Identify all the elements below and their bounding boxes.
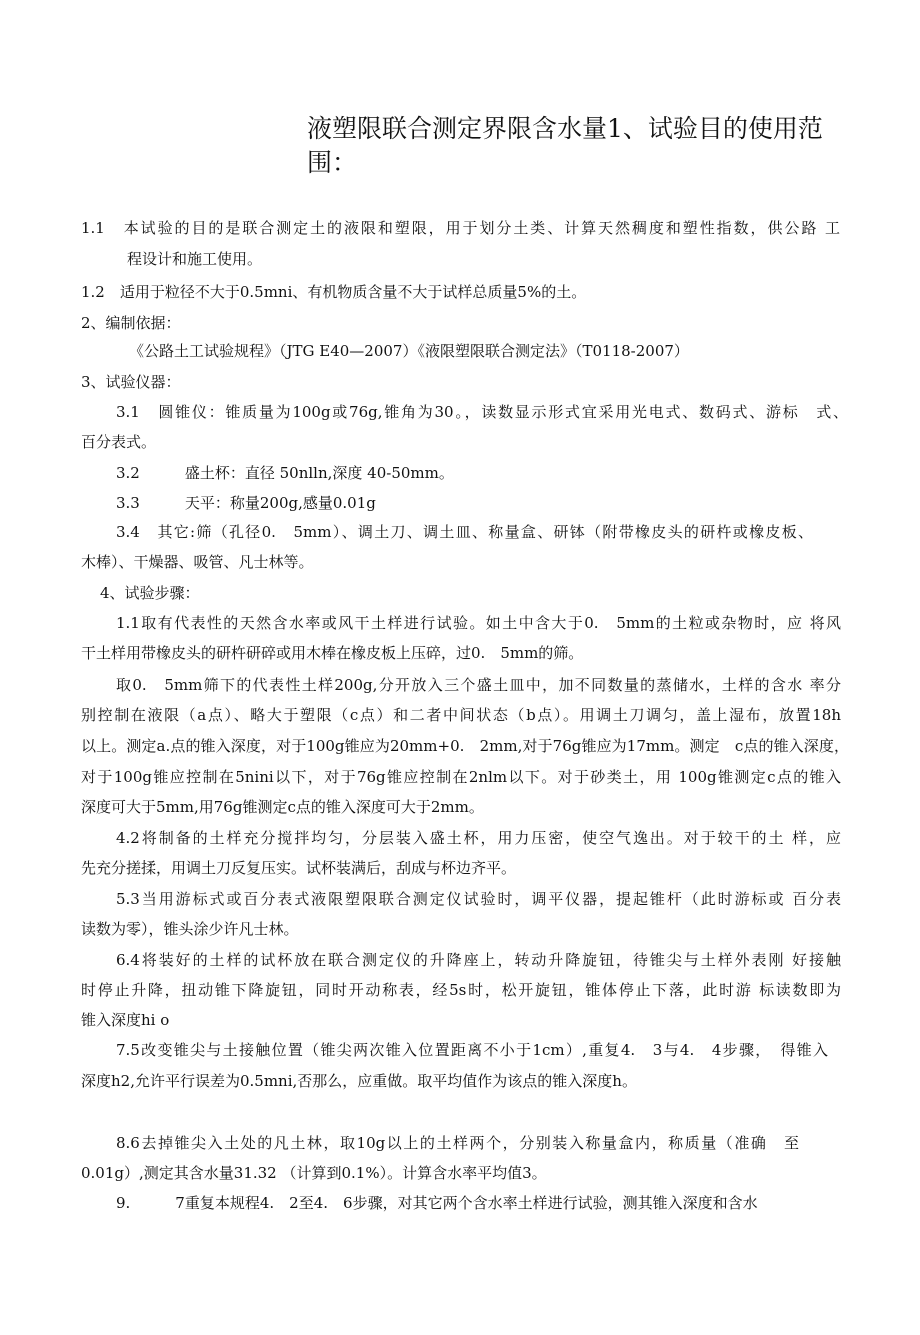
text-line: 2、编制依据：	[81, 314, 181, 332]
text-line: 深度可大于5mm,用76g锥测定c点的锥入深度可大于2mm。	[81, 798, 484, 816]
text-line: 对于100g锥应控制在5nini以下，对于76g锥应控制在2nlm以下。对于砂类土，用 100g锥测定c点的锥入	[81, 768, 841, 786]
text-line: 1.1 本试验的目的是联合测定土的液限和塑限，用于划分土类、计算天然稠度和塑性指数，供公路 工	[81, 219, 840, 237]
text-line: 木棒）、干燥器、吸管、凡士林等。	[81, 553, 314, 571]
text-line: 8.6去掉锥尖入土处的凡土林，取10g以上的土样两个，分别装入称量盒内，称质量（准确 至	[116, 1134, 799, 1152]
text-line: 1.2 适用于粒径不大于0.5mni、有机物质含量不大于试样总质量5%的土。	[81, 283, 587, 301]
text-line: 取0. 5mm筛下的代表性土样200g,分开放入三个盛土皿中，加不同数量的蒸储水，土样的含水 率分	[116, 676, 841, 694]
text-line: 以上。测定a.点的锥入深度，对于100g锥应为20mm+0. 2mm,对于76g锥应为17mm。测定 c点的锥入深度，	[81, 737, 849, 755]
text-line: 读数为零），锥头涂少许凡士林。	[81, 920, 299, 938]
text-line: 9. 7重复本规程4. 2至4. 6步骤，对其它两个含水率土样进行试验，测其锥入深度和含水	[116, 1194, 758, 1212]
text-line: 时停止升降，扭动锥下降旋钮，同时开动称表，经5s时，松开旋钮，锥体停止下落，此时游 标读数即为	[81, 981, 841, 999]
text-line: 1.1取有代表性的天然含水率或风干土样进行试验。如土中含大于0. 5mm的土粒或杂物时，应 将风	[116, 614, 841, 632]
text-line: 先充分搓揉，用调土刀反复压实。试杯装满后，刮成与杯边齐平。	[81, 859, 517, 877]
text-line: 锥入深度hi o	[81, 1011, 170, 1029]
text-line: 5.3当用游标式或百分表式液限塑限联合测定仪试验时，调平仪器，提起锥杆（此时游标或 百分表	[116, 890, 841, 908]
text-line: 深度h2,允许平行误差为0.5mni,否那么，应重做。取平均值作为该点的锥入深度h。	[81, 1072, 637, 1090]
text-line: 0.01g）,测定其含水量31.32 （计算到0.1%）。计算含水率平均值3。	[81, 1164, 547, 1182]
text-line: 4、试验步骤：	[100, 584, 200, 602]
text-line: 百分表式。	[81, 433, 157, 451]
text-line: 干土样用带橡皮头的研杵研碎或用木棒在橡皮板上压碎，过0. 5mm的筛。	[81, 644, 584, 662]
text-line: 别控制在液限（a点）、略大于塑限（c点）和二者中间状态（b点）。用调土刀调匀，盖上湿布，放置18h	[81, 706, 841, 724]
text-line: 程设计和施工使用。	[127, 250, 263, 268]
text-line: 3.4 其它:筛（孔径0. 5mm）、调土刀、调土皿、称量盒、研钵（附带橡皮头的研杵或橡皮板、	[116, 523, 813, 541]
text-line: 7.5改变锥尖与土接触位置（锥尖两次锥入位置距离不小于1cm）,重复4. 3与4. 4步骤， 得锥入	[116, 1041, 828, 1059]
document-title: 液塑限联合测定界限含水量1、试验目的使用范围：	[307, 114, 823, 177]
text-line: 6.4将装好的土样的试杯放在联合测定仪的升降座上，转动升降旋钮，待锥尖与土样外表刚 好接触	[116, 951, 841, 969]
text-line: 3.1 圆锥仪：锥质量为100g或76g,锥角为30。，读数显示形式宜采用光电式、数码式、游标 式、	[116, 403, 848, 421]
text-line: 4.2将制备的土样充分搅拌均匀，分层装入盛土杯，用力压密，使空气逸出。对于较干的土 样，应	[116, 829, 841, 847]
text-line: 《公路土工试验规程》（JTG E40—2007）《液限塑限联合测定法》（T0118-2007）	[129, 342, 689, 360]
text-line: 3、试验仪器：	[81, 373, 181, 391]
text-line: 3.3 天平：称量200g,感量0.01g	[116, 494, 376, 512]
text-line: 3.2 盛土杯：直径 50nlln,深度 40-50mm。	[116, 464, 454, 482]
